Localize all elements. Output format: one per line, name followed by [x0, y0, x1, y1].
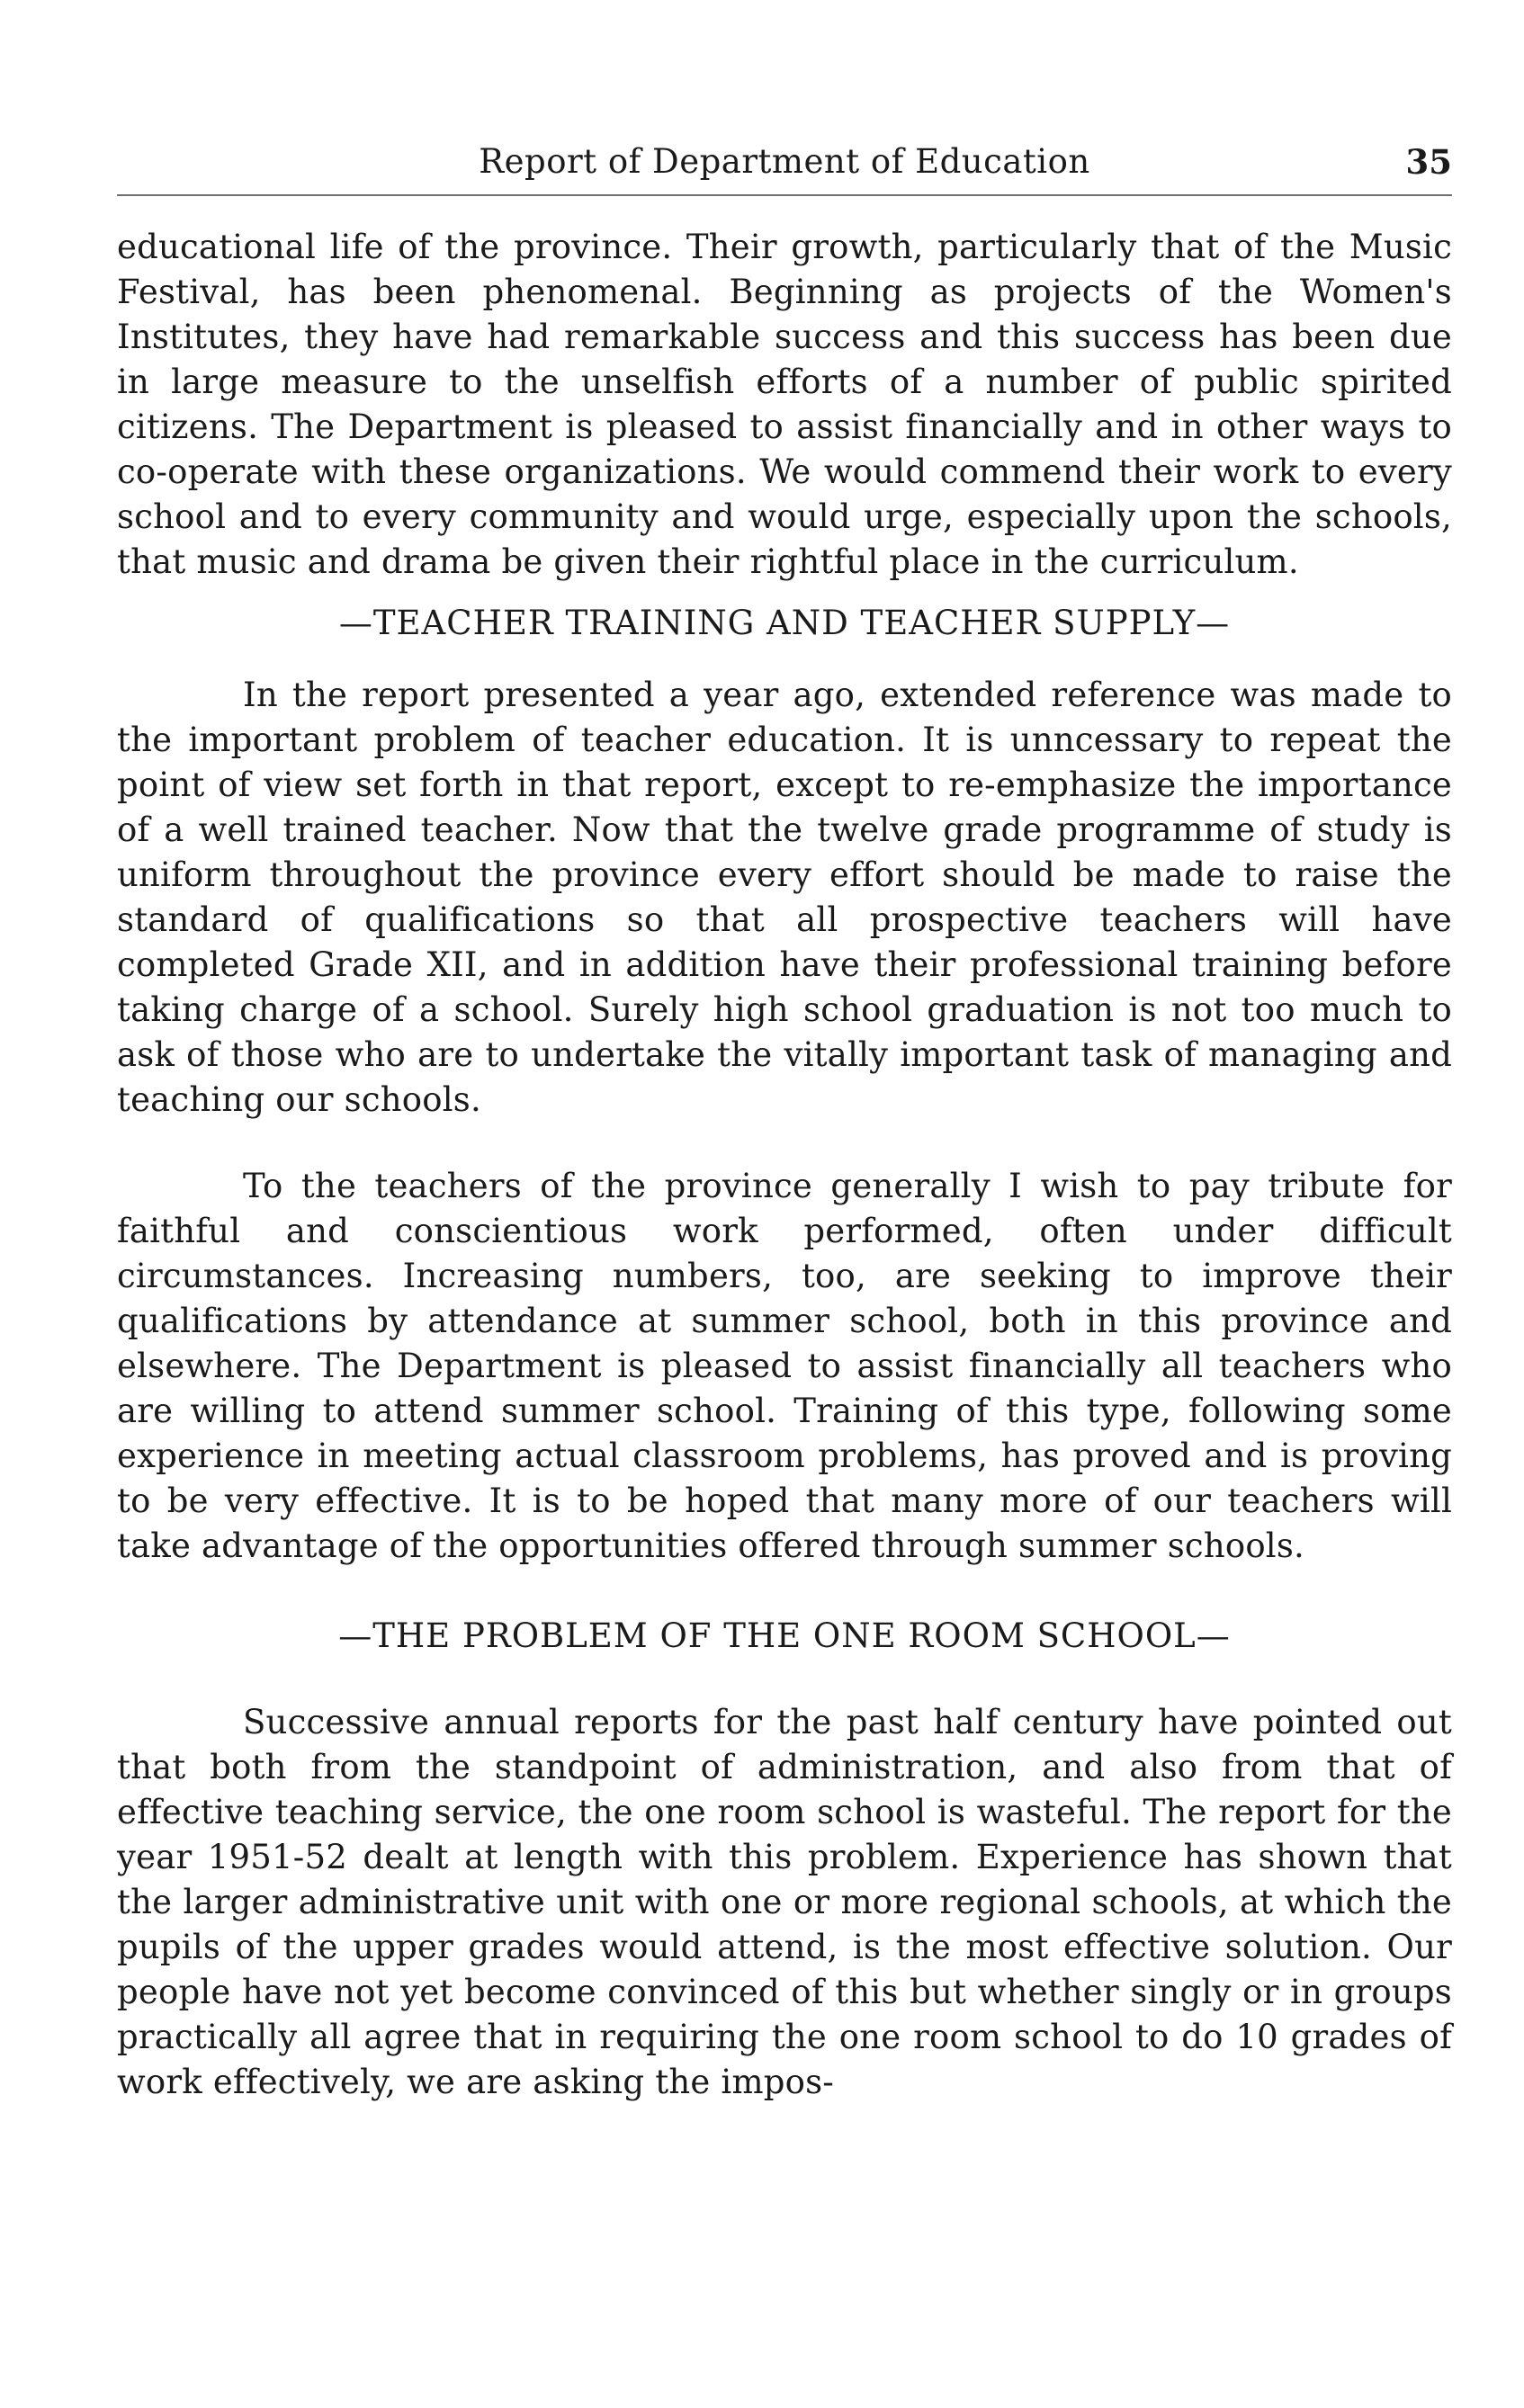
paragraph-teacher-tribute: To the teachers of the province generally I wish to pay tribute for faithful and conscientious work performed, often under difficult circumstances. Increasing numbers, too, are seeking to improve their qualifications by attendance at summer school, both in this province and elsewhere. The Department is pleased to assist financially all teachers who are willing to attend summer school. Training of this type, following some experience in meeting actual classroom problems, has proved and is proving to be very effective. It is to be hoped that many more of our teachers will take advantage of the opportunities offered through summer schools.: [117, 1167, 1452, 1565]
section-heading-teacher-training: —TEACHER TRAINING AND TEACHER SUPPLY—: [338, 604, 1231, 642]
paragraph-music-drama: educational life of the province. Their growth, particularly that of the Music Festival, has been phenomenal. Beginning as projects of the Women's Institutes, they have had remarkable success and this success has been due in large measure to the unselfish efforts of a number of public spirited citizens. The Department is pleased to assist financially and in other ways to co-operate with these organizations. We would commend their work to every school and to every community and would urge, especially upon the schools, that music and drama be given their rightful place in the curriculum.: [117, 228, 1452, 581]
page-number: 35: [1405, 142, 1452, 182]
header-rule: [117, 194, 1452, 196]
body-text: [117, 225, 1452, 2105]
running-title: Report of Department of Education: [479, 142, 1090, 181]
section-heading-one-room-school: —THE PROBLEM OF THE ONE ROOM SCHOOL—: [338, 1616, 1231, 1655]
running-header: [117, 135, 1452, 189]
paragraph-teacher-education: In the report presented a year ago, extended reference was made to the important problem of teacher education. It is unncessary to repeat the point of view set forth in that report, except to re-emphasize the importance of a well trained teacher. Now that the twelve grade programme of study is uniform throughout the province every effort should be made to raise the standard of qualifications so that all prospective teachers will have completed Grade XII, and in addition have their professional training before taking charge of a school. Surely high school graduation is not too much to ask of those who are to undertake the vitally important task of managing and teaching our schools.: [117, 676, 1452, 1119]
paragraph-one-room-school: Successive annual reports for the past half century have pointed out that both from the standpoint of administration, and also from that of effective teaching service, the one room school is wasteful. The report for the year 1951-52 dealt at length with this problem. Experience has shown that the larger administrative unit with one or more regional schools, at which the pupils of the upper grades would attend, is the most effective solution. Our people have not yet become convinced of this but whether singly or in groups practically all agree that in requiring the one room school to do 10 grades of work effectively, we are asking the impos-: [117, 1703, 1452, 2101]
